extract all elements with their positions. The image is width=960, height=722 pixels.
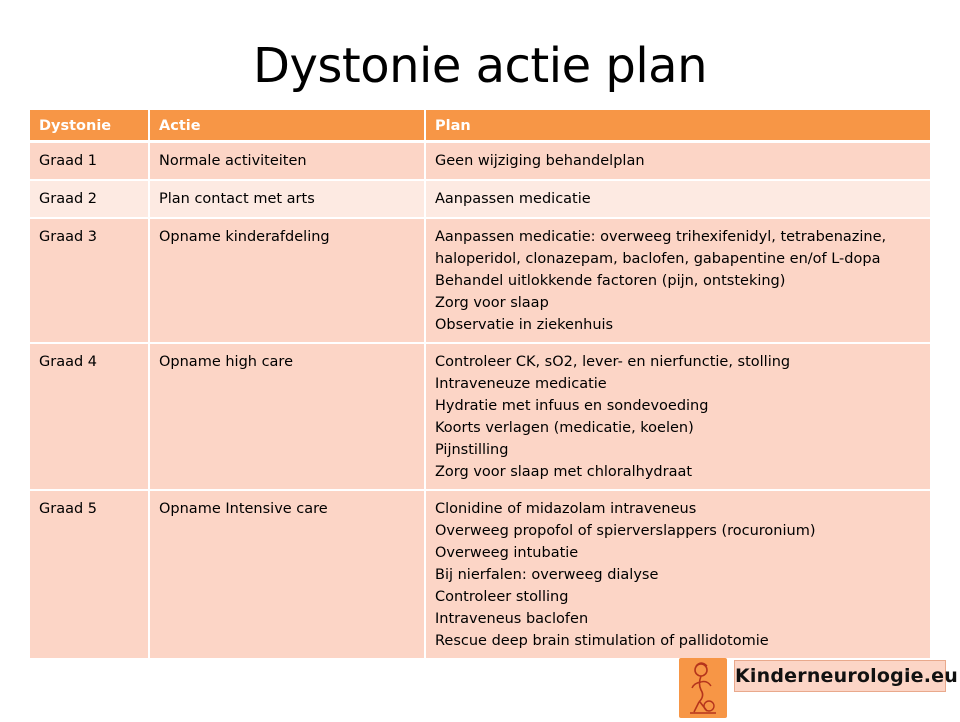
table-row [30, 490, 930, 659]
action-plan-table [30, 110, 930, 660]
plan-line: Pijnstilling [435, 442, 509, 458]
plan-line: Zorg voor slaap met chloralhydraat [435, 464, 693, 480]
dystonie-cell: Graad 5 [30, 490, 149, 659]
table-row [30, 218, 930, 343]
table-row [30, 142, 930, 181]
plan-line: Controleer stolling [435, 589, 569, 605]
plan-line: Observatie in ziekenhuis [435, 317, 614, 333]
plan-line: Overweeg propofol of spierverslappers (rocuronium) [435, 523, 816, 539]
plan-line: Behandel uitlokkende factoren (pijn, ontsteking) [435, 273, 786, 289]
child-figure-logo-icon [679, 658, 727, 718]
dystonie-cell: Graad 3 [30, 218, 149, 343]
dystonie-cell: Graad 4 [30, 343, 149, 490]
plan-line: Bij nierfalen: overweeg dialyse [435, 567, 659, 583]
plan-cell [425, 218, 930, 343]
plan-line: Intraveneuze medicatie [435, 376, 607, 392]
plan-line: haloperidol, clonazepam, baclofen, gabapentine en/of L-dopa [435, 251, 881, 267]
actie-cell: Normale activiteiten [149, 142, 425, 181]
actie-cell: Opname Intensive care [149, 490, 425, 659]
plan-cell [425, 490, 930, 659]
brand-label: Kinderneurologie.eu [734, 660, 946, 692]
plan-cell [425, 142, 930, 181]
plan-line: Geen wijziging behandelplan [435, 153, 645, 169]
actie-cell: Plan contact met arts [149, 180, 425, 218]
column-header-dystonie: Dystonie [30, 110, 149, 142]
plan-line: Aanpassen medicatie: overweeg trihexifenidyl, tetrabenazine, [435, 229, 887, 245]
column-header-actie: Actie [149, 110, 425, 142]
actie-cell: Opname kinderafdeling [149, 218, 425, 343]
child-figure-logo-icon-svg [679, 658, 727, 718]
plan-line: Hydratie met infuus en sondevoeding [435, 398, 709, 414]
page-title: Dystonie actie plan [253, 38, 707, 94]
table-header-row [30, 110, 930, 142]
table-row [30, 180, 930, 218]
plan-line: Rescue deep brain stimulation of pallidotomie [435, 633, 769, 649]
plan-line: Koorts verlagen (medicatie, koelen) [435, 420, 694, 436]
plan-line: Intraveneus baclofen [435, 611, 589, 627]
plan-cell [425, 343, 930, 490]
dystonie-cell: Graad 2 [30, 180, 149, 218]
dystonie-cell: Graad 1 [30, 142, 149, 181]
actie-cell: Opname high care [149, 343, 425, 490]
table-row [30, 343, 930, 490]
plan-line: Overweeg intubatie [435, 545, 579, 561]
plan-line: Clonidine of midazolam intraveneus [435, 501, 697, 517]
plan-cell [425, 180, 930, 218]
column-header-plan: Plan [425, 110, 930, 142]
plan-line: Zorg voor slaap [435, 295, 549, 311]
plan-line: Controleer CK, sO2, lever- en nierfunctie, stolling [435, 354, 791, 370]
plan-line: Aanpassen medicatie [435, 191, 591, 207]
